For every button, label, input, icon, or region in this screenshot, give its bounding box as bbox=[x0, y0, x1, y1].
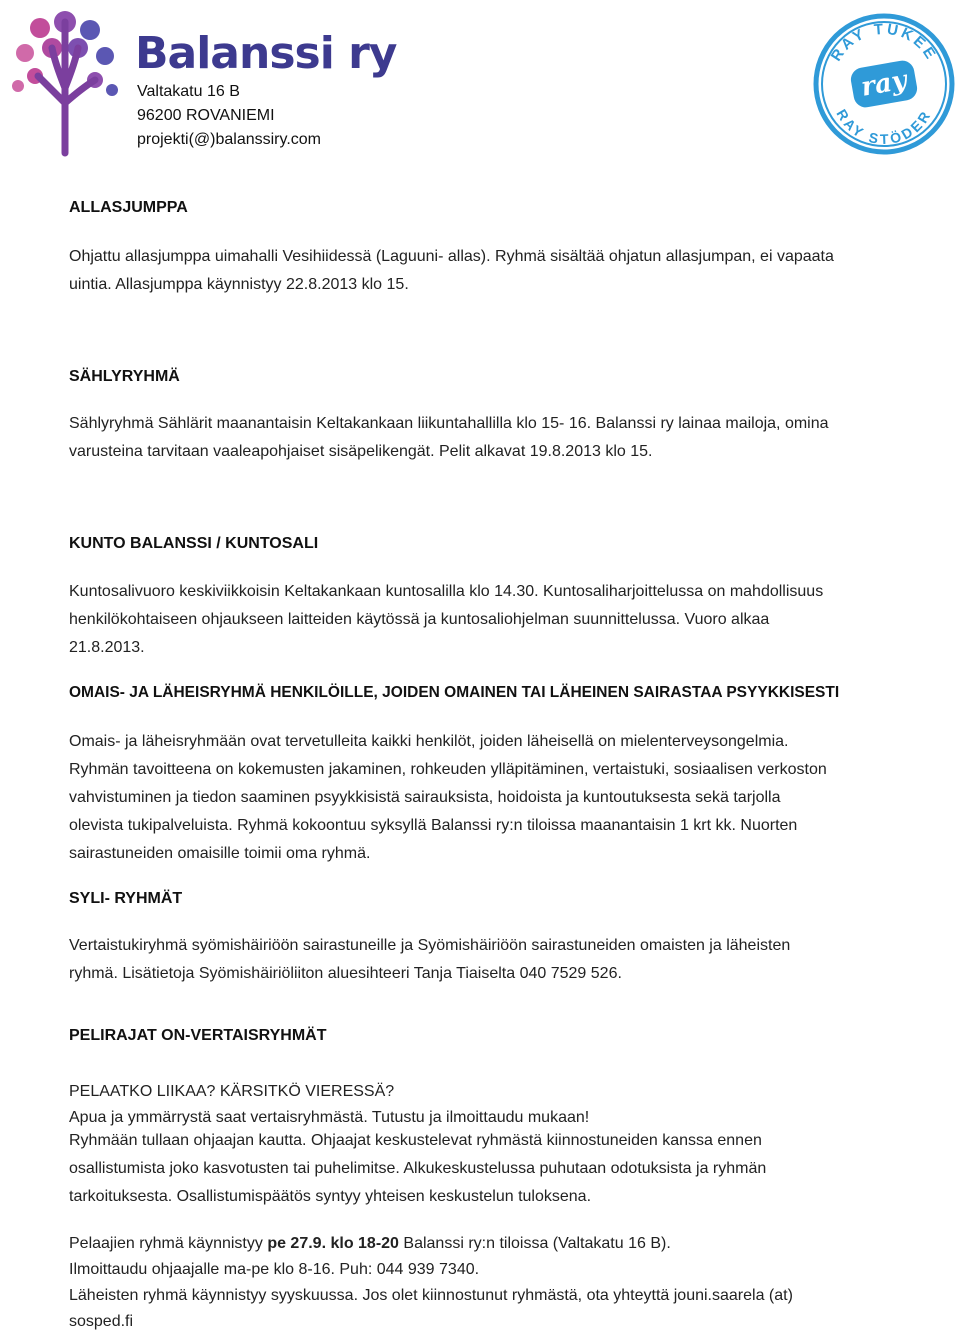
text-line: olevista tukipalveluista. Ryhmä kokoontuu syksyllä Balanssi ry:n tiloissa maanantaisin 1 krt kk. Nuorten bbox=[69, 817, 798, 834]
section-omais bbox=[69, 684, 949, 702]
text-line: henkilökohtaiseen ohjaukseen laitteiden käytössä ja kuntosaliohjelman suunnittelussa. Vuoro alkaa bbox=[69, 611, 770, 628]
text-line: 21.8.2013. bbox=[69, 639, 145, 656]
text-line: Ryhmään tullaan ohjaajan kautta. Ohjaajat keskustelevat ryhmästä kiinnostuneiden kanssa ennen bbox=[69, 1132, 762, 1149]
text-line: varusteina tarvitaan vaaleapohjaiset sisäpelikengät. Pelit alkavat 19.8.2013 klo 15. bbox=[69, 443, 653, 460]
start-date: pe 27.9. bbox=[267, 1235, 327, 1252]
syli-text bbox=[69, 932, 949, 988]
heading-allasjumppa: ALLASJUMPPA bbox=[69, 199, 188, 216]
heading-peli: PELIRAJAT ON-VERTAISRYHMÄT bbox=[69, 1027, 327, 1044]
text-line: PELAATKO LIIKAA? KÄRSITKÖ VIERESSÄ? bbox=[69, 1083, 395, 1100]
text-line: vahvistuminen ja tiedon saaminen psyykkisistä sairauksista, hoidoista ja kuntoutuksesta sekä tarjolla bbox=[69, 789, 781, 806]
address-postal: 96200 ROVANIEMI bbox=[137, 107, 275, 124]
badge-center-text: ray bbox=[858, 65, 910, 103]
text-line: Läheisten ryhmä käynnistyy syyskuussa. Jos olet kiinnostunut ryhmästä, ota yhteyttä jouni.saarela (at) bbox=[69, 1287, 793, 1304]
address-block bbox=[137, 80, 321, 152]
address-email: projekti(@)balanssiry.com bbox=[137, 131, 321, 148]
ray-badge-logo bbox=[812, 12, 957, 157]
section-sahly bbox=[69, 368, 949, 386]
heading-kunto: KUNTO BALANSSI / KUNTOSALI bbox=[69, 535, 319, 552]
badge-bottom-text: RAY STÖDER bbox=[833, 106, 935, 148]
text-line: Ilmoittaudu ohjaajalle ma-pe klo 8-16. Puh: 044 939 7340. bbox=[69, 1261, 480, 1278]
peli-details bbox=[69, 1231, 949, 1335]
text-line: Omais- ja läheisryhmään ovat tervetulleita kaikki henkilöt, joiden läheisellä on mielenterveysongelmia. bbox=[69, 733, 789, 750]
section-syli bbox=[69, 890, 949, 908]
text-line: sosped.fi bbox=[69, 1313, 134, 1330]
text-line: Vertaistukiryhmä syömishäiriöön sairastuneille ja Syömishäiriöön sairastuneiden omaisten ja läheisten bbox=[69, 937, 791, 954]
text-line: tarkoituksesta. Osallistumispäätös syntyy yhteisen keskustelun tuloksena. bbox=[69, 1188, 592, 1205]
text-line: Ohjattu allasjumppa uimahalli Vesihiidessä (Laguuni- allas). Ryhmä sisältää ohjatun allasjumpan, ei vapaata bbox=[69, 248, 834, 265]
heading-omais: OMAIS- JA LÄHEISRYHMÄ HENKILÖILLE, JOIDEN OMAINEN TAI LÄHEINEN SAIRASTAA PSYYKKISESTI bbox=[69, 684, 840, 701]
heading-sahly: SÄHLYRYHMÄ bbox=[69, 368, 180, 385]
text-line: Ryhmän tavoitteena on kokemusten jakaminen, rohkeuden ylläpitäminen, vertaistuki, sosiaalisen verkoston bbox=[69, 761, 827, 778]
text-line: Sählyryhmä Sählärit maanantaisin Keltakankaan liikuntahallilla klo 15- 16. Balanssi ry lainaa mailoja, omina bbox=[69, 415, 829, 432]
text-line: Kuntosalivuoro keskiviikkoisin Keltakankaan kuntosalilla klo 14.30. Kuntosaliharjoittelussa on mahdollisuus bbox=[69, 583, 824, 600]
omais-text bbox=[69, 728, 949, 868]
text-line: osallistumista joko kasvotusten tai puhelimitse. Alkukeskustelussa puhutaan odotuksista ja ryhmän bbox=[69, 1160, 767, 1177]
badge-top-text: RAY TUKEE bbox=[827, 20, 941, 65]
section-allasjumppa bbox=[69, 199, 949, 217]
peli-body bbox=[69, 1127, 949, 1211]
section-peli bbox=[69, 1027, 949, 1045]
text-line: ryhmä. Lisätietoja Syömishäiriöliiton aluesihteeri Tanja Tiaiselta 040 7529 526. bbox=[69, 965, 622, 982]
text-line: Apua ja ymmärrystä saat vertaisryhmästä. Tutustu ja ilmoittaudu mukaan! bbox=[69, 1109, 590, 1126]
start-time: klo 18-20 bbox=[330, 1235, 399, 1252]
sahly-text bbox=[69, 410, 949, 466]
section-kunto bbox=[69, 535, 949, 553]
start-line bbox=[69, 1231, 949, 1257]
allasjumppa-text bbox=[69, 243, 949, 299]
text-line: sairastuneiden omaisille toimii oma ryhmä. bbox=[69, 845, 371, 862]
heading-syli: SYLI- RYHMÄT bbox=[69, 890, 183, 907]
peli-intro bbox=[69, 1079, 949, 1131]
address-street: Valtakatu 16 B bbox=[137, 83, 240, 100]
logo-wordmark: Balanssi ry bbox=[135, 28, 397, 79]
start-pre: Pelaajien ryhmä käynnistyy bbox=[69, 1235, 268, 1252]
start-post: Balanssi ry:n tiloissa (Valtakatu 16 B). bbox=[398, 1235, 671, 1252]
balanssi-tree-logo bbox=[10, 8, 125, 158]
text-line: uintia. Allasjumppa käynnistyy 22.8.2013 klo 15. bbox=[69, 276, 409, 293]
kunto-text bbox=[69, 578, 949, 662]
